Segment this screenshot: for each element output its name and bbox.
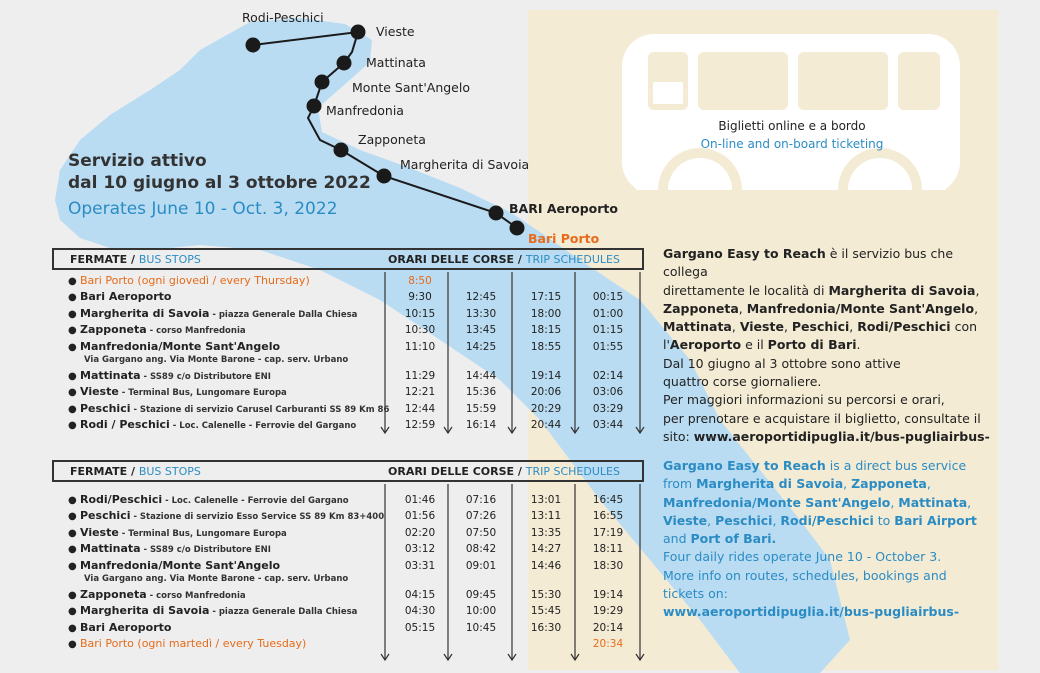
stop-note: (ogni martedì / every Tuesday) — [133, 637, 307, 650]
stop-dot-7 — [489, 206, 504, 221]
stop-dot-2 — [337, 56, 352, 71]
departure-time: 13:35 — [530, 527, 562, 539]
departure-time: 17:15 — [530, 291, 562, 303]
stop-name: Vieste — [80, 526, 119, 539]
bullet-icon: ● — [68, 387, 77, 398]
stop-name: Vieste — [80, 385, 119, 398]
table-row — [68, 340, 280, 353]
departure-time: 03:44 — [592, 419, 624, 431]
departure-time: 16:14 — [465, 419, 497, 431]
departure-time: 00:15 — [592, 291, 624, 303]
departure-time: 02:20 — [404, 527, 436, 539]
stop-name: Bari Porto — [80, 274, 134, 287]
header-schedules: ORARI DELLE CORSE / TRIP SCHEDULES — [388, 253, 620, 266]
departure-time: 14:46 — [530, 560, 562, 572]
table-row — [68, 323, 246, 336]
bullet-icon: ● — [68, 404, 77, 415]
outbound-table-header — [52, 248, 644, 270]
stop-note: - SS89 c/o Distributore ENI — [140, 545, 271, 555]
departure-time: 12:45 — [465, 291, 497, 303]
departure-time: 18:11 — [592, 543, 624, 555]
stop-note: - Loc. Calenelle - Ferrovie del Gargano — [169, 421, 357, 431]
departure-time: 18:30 — [592, 560, 624, 572]
departure-time: 01:56 — [404, 510, 436, 522]
info-en-link[interactable]: www.aeroportidipuglia.it/bus-pugliairbus- — [663, 604, 960, 620]
departure-time: 10:30 — [404, 324, 436, 336]
bullet-icon: ● — [68, 528, 77, 539]
bullet-icon: ● — [68, 371, 77, 382]
departure-time: 05:15 — [404, 622, 436, 634]
stop-address: Via Gargano ang. Via Monte Barone - cap. serv. Urbano — [84, 574, 349, 584]
departure-time: 14:44 — [465, 370, 497, 382]
bullet-icon: ● — [68, 325, 77, 336]
bullet-icon: ● — [68, 420, 77, 431]
departure-time: 13:45 — [465, 324, 497, 336]
departure-time: 15:45 — [530, 605, 562, 617]
bullet-icon: ● — [68, 623, 77, 634]
table-row — [68, 542, 271, 555]
departure-time: 08:42 — [465, 543, 497, 555]
stop-address: Via Gargano ang. Via Monte Barone - cap. serv. Urbano — [84, 355, 349, 365]
stop-label-vieste: Vieste — [376, 24, 415, 39]
departure-time: 01:00 — [592, 308, 624, 320]
service-title: Servizio attivo — [68, 151, 207, 171]
table-row — [68, 559, 280, 572]
departure-time: 15:30 — [530, 589, 562, 601]
departure-time: 02:14 — [592, 370, 624, 382]
bullet-icon: ● — [68, 561, 77, 572]
departure-time: 13:01 — [530, 494, 562, 506]
header-stops: FERMATE / BUS STOPS — [70, 253, 201, 266]
departure-time: 14:27 — [530, 543, 562, 555]
info-en: Gargano Easy to Reach is a direct bus service from Margherita di Savoia, Zapponeta, Manfredonia/Monte Sant'Angelo, Mattinata, Vieste, Peschici, Rodi/Peschici to Bari Airport and Port of Bari. Four daily rides operate June 10 - October 3. More info on routes, schedules, bookings and tickets on: www.aeroportidipuglia.it/bus-pugliairbus- — [663, 458, 977, 620]
stop-dot-3 — [315, 75, 330, 90]
service-dates-en: Operates June 10 - Oct. 3, 2022 — [68, 199, 338, 219]
service-dates: dal 10 giugno al 3 ottobre 2022 — [68, 173, 371, 193]
inbound-table-header — [52, 460, 644, 482]
departure-time: 20:29 — [530, 403, 562, 415]
stop-name: Manfredonia/Monte Sant'Angelo — [80, 559, 281, 572]
bullet-icon: ● — [68, 276, 77, 287]
stop-dot-6 — [377, 169, 392, 184]
table-row — [68, 418, 356, 431]
stop-label-mattinata: Mattinata — [366, 55, 426, 70]
bullet-icon: ● — [68, 590, 77, 601]
stop-note: - piazza Generale Dalla Chiesa — [209, 310, 358, 320]
table-row — [68, 588, 246, 601]
stop-note: - Stazione di servizio Carusel Carburanti SS 89 Km 86 — [130, 405, 390, 415]
departure-time: 12:59 — [404, 419, 436, 431]
stop-label-bari-porto: Bari Porto — [528, 231, 600, 246]
table-row — [68, 274, 310, 287]
stop-note: - corso Manfredonia — [146, 326, 246, 336]
stop-name: Rodi/Peschici — [80, 493, 163, 506]
departure-time: 03:12 — [404, 543, 436, 555]
departure-time: 12:44 — [404, 403, 436, 415]
departure-time: 15:36 — [465, 386, 497, 398]
departure-time: 15:59 — [465, 403, 497, 415]
bullet-icon: ● — [68, 309, 77, 320]
table-row — [68, 307, 357, 320]
departure-time: 13:11 — [530, 510, 562, 522]
info-it-link[interactable]: www.aeroportidipuglia.it/bus-pugliairbus- — [693, 428, 990, 444]
departure-time: 11:29 — [404, 370, 436, 382]
stop-dot-5 — [334, 143, 349, 158]
info-it: Gargano Easy to Reach è il servizio bus che collega direttamente le località di Margherita di Savoia, Zapponeta, Manfredonia/Monte Sant'Angelo, Mattinata, Vieste, Peschici, Rodi/Peschici con l'Aeroporto e il Porto di Bari. Dal 10 giugno al 3 ottobre sono attive quattro corse giornaliere. Per maggiori informazioni su percorsi e orari, per prenotare e acquistare il biglietto, consultate il sito: www.aeroportidipuglia.it/bus-pugliairbus- — [663, 246, 990, 444]
stop-dot-1 — [351, 25, 366, 40]
departure-time: 10:00 — [465, 605, 497, 617]
stop-note: - Loc. Calenelle - Ferrovie del Gargano — [162, 496, 349, 506]
bullet-icon: ● — [68, 511, 77, 522]
departure-time: 03:31 — [404, 560, 436, 572]
departure-time: 20:14 — [592, 622, 624, 634]
stop-note: - corso Manfredonia — [146, 591, 246, 601]
departure-time: 11:10 — [404, 341, 436, 353]
departure-time: 12:21 — [404, 386, 436, 398]
stop-name: Bari Porto — [80, 637, 134, 650]
departure-time: 03:29 — [592, 403, 624, 415]
stop-name: Margherita di Savoia — [80, 604, 210, 617]
stop-dot-0 — [246, 38, 261, 53]
table-row — [68, 369, 271, 382]
departure-time: 14:25 — [465, 341, 497, 353]
stop-dot-4 — [307, 99, 322, 114]
stop-note: - piazza Generale Dalla Chiesa — [209, 607, 358, 617]
departure-time: 19:14 — [530, 370, 562, 382]
header-stops: FERMATE / BUS STOPS — [70, 465, 201, 478]
departure-time: 07:50 — [465, 527, 497, 539]
stop-name: Mattinata — [80, 369, 141, 382]
stop-name: Peschici — [80, 509, 131, 522]
departure-time: 10:45 — [465, 622, 497, 634]
departure-time: 18:00 — [530, 308, 562, 320]
header-schedules: ORARI DELLE CORSE / TRIP SCHEDULES — [388, 465, 620, 478]
departure-time: 04:30 — [404, 605, 436, 617]
departure-time: 07:26 — [465, 510, 497, 522]
departure-time: 8:50 — [408, 275, 432, 287]
table-row — [68, 493, 349, 506]
departure-time: 19:14 — [592, 589, 624, 601]
stop-note: (ogni giovedì / every Thursday) — [133, 274, 310, 287]
stop-name: Mattinata — [80, 542, 141, 555]
table-row — [68, 621, 171, 634]
stop-label-margherita: Margherita di Savoia — [400, 157, 530, 172]
departure-time: 03:06 — [592, 386, 624, 398]
stop-note: - Stazione di servizio Esso Service SS 89 Km 83+400 — [130, 512, 385, 522]
table-row — [68, 637, 306, 650]
departure-time: 13:30 — [465, 308, 497, 320]
stop-label-monte-santangelo: Monte Sant'Angelo — [352, 80, 470, 95]
table-row — [68, 526, 287, 539]
ticketing-it: Biglietti online e a bordo — [718, 119, 866, 133]
departure-time: 01:55 — [592, 341, 624, 353]
stop-label-manfredonia: Manfredonia — [326, 103, 404, 118]
table-row — [68, 509, 384, 522]
departure-time: 01:46 — [404, 494, 436, 506]
bullet-icon: ● — [68, 639, 77, 650]
departure-time: 04:15 — [404, 589, 436, 601]
table-row — [68, 402, 389, 415]
bullet-icon: ● — [68, 495, 77, 506]
bullet-icon: ● — [68, 292, 77, 303]
stop-dot-8 — [510, 221, 525, 236]
ticketing-en: On-line and on-board ticketing — [700, 137, 884, 151]
stop-note: - Terminal Bus, Lungomare Europa — [118, 388, 287, 398]
departure-time: 18:15 — [530, 324, 562, 336]
departure-time: 16:45 — [592, 494, 624, 506]
departure-time: 09:01 — [465, 560, 497, 572]
departure-time: 17:19 — [592, 527, 624, 539]
departure-time: 20:44 — [530, 419, 562, 431]
stop-note: - Terminal Bus, Lungomare Europa — [118, 529, 287, 539]
departure-time: 18:55 — [530, 341, 562, 353]
bullet-icon: ● — [68, 342, 77, 353]
table-row — [68, 385, 287, 398]
bullet-icon: ● — [68, 606, 77, 617]
departure-time: 01:15 — [592, 324, 624, 336]
departure-time: 20:06 — [530, 386, 562, 398]
table-row — [68, 290, 171, 303]
stop-name: Peschici — [80, 402, 131, 415]
stop-label-zapponeta: Zapponeta — [358, 132, 426, 147]
stop-name: Zapponeta — [80, 323, 147, 336]
table-row — [68, 604, 357, 617]
departure-time: 10:15 — [404, 308, 436, 320]
stop-name: Manfredonia/Monte Sant'Angelo — [80, 340, 281, 353]
stop-name: Zapponeta — [80, 588, 147, 601]
bus-icon — [620, 34, 965, 232]
stop-name: Margherita di Savoia — [80, 307, 210, 320]
departure-time: 16:55 — [592, 510, 624, 522]
departure-time: 09:45 — [465, 589, 497, 601]
stop-label-bari-aeroporto: BARI Aeroporto — [509, 201, 618, 216]
stop-name: Bari Aeroporto — [80, 290, 172, 303]
stop-label-rodi-peschici: Rodi-Peschici — [242, 10, 324, 25]
departure-time: 19:29 — [592, 605, 624, 617]
departure-time: 07:16 — [465, 494, 497, 506]
departure-time: 20:34 — [592, 638, 624, 650]
departure-time: 9:30 — [408, 291, 432, 303]
stop-name: Bari Aeroporto — [80, 621, 172, 634]
bullet-icon: ● — [68, 544, 77, 555]
departure-time: 16:30 — [530, 622, 562, 634]
stop-note: - SS89 c/o Distributore ENI — [140, 372, 271, 382]
stop-name: Rodi / Peschici — [80, 418, 170, 431]
